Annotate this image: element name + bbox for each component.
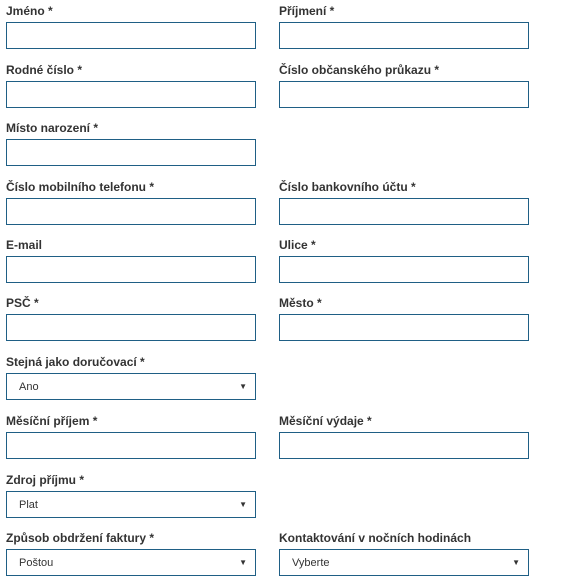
misto-narozeni-field bbox=[6, 121, 256, 135]
mesicni-vydaje-input[interactable] bbox=[279, 432, 529, 459]
chevron-down-icon: ▼ bbox=[239, 382, 247, 391]
zdroj-prijmu-select[interactable] bbox=[6, 491, 256, 518]
email-label: E-mail bbox=[6, 238, 43, 252]
bankovni-ucet-input[interactable] bbox=[279, 198, 529, 225]
kontaktovani-noc-field bbox=[279, 531, 529, 569]
kontaktovani-noc-value: Vyberte bbox=[292, 557, 330, 569]
zpusob-faktury-field bbox=[6, 531, 256, 569]
misto-narozeni-label: Místo narození * bbox=[6, 121, 99, 135]
prijmeni-input[interactable] bbox=[279, 22, 529, 49]
psc-label: PSČ * bbox=[6, 296, 39, 310]
ulice-field bbox=[279, 238, 529, 252]
chevron-down-icon: ▼ bbox=[239, 500, 247, 509]
stejna-jako-dorucovaci-field bbox=[6, 355, 256, 393]
rodne-cislo-field bbox=[6, 63, 256, 77]
zpusob-faktury-label: Způsob obdržení faktury * bbox=[6, 531, 155, 545]
mesicni-prijem-field bbox=[6, 414, 256, 428]
zpusob-faktury-select[interactable] bbox=[6, 549, 256, 576]
misto-narozeni-input[interactable] bbox=[6, 139, 256, 166]
mobil-input[interactable] bbox=[6, 198, 256, 225]
stejna-jako-dorucovaci-label: Stejná jako doručovací * bbox=[6, 355, 145, 369]
cislo-op-field bbox=[279, 63, 529, 77]
kontaktovani-noc-label: Kontaktování v nočních hodinách bbox=[279, 531, 472, 545]
mesto-field bbox=[279, 296, 529, 310]
zpusob-faktury-value: Poštou bbox=[19, 557, 54, 569]
zdroj-prijmu-label: Zdroj příjmu * bbox=[6, 473, 84, 487]
rodne-cislo-input[interactable] bbox=[6, 81, 256, 108]
bankovni-ucet-label: Číslo bankovního účtu * bbox=[279, 180, 416, 194]
mobil-label: Číslo mobilního telefonu * bbox=[6, 180, 154, 194]
mesicni-vydaje-field bbox=[279, 414, 529, 428]
mesto-input[interactable] bbox=[279, 314, 529, 341]
cislo-op-label: Číslo občanského průkazu * bbox=[279, 63, 440, 77]
prijmeni-field bbox=[279, 4, 529, 18]
jmeno-label: Jméno * bbox=[6, 4, 53, 18]
mesicni-vydaje-label: Měsíční výdaje * bbox=[279, 414, 372, 428]
cislo-op-input[interactable] bbox=[279, 81, 529, 108]
psc-input[interactable] bbox=[6, 314, 256, 341]
zdroj-prijmu-field bbox=[6, 473, 256, 511]
ulice-label: Ulice * bbox=[279, 238, 316, 252]
rodne-cislo-label: Rodné číslo * bbox=[6, 63, 83, 77]
stejna-jako-dorucovaci-select[interactable] bbox=[6, 373, 256, 400]
mesicni-prijem-label: Měsíční příjem * bbox=[6, 414, 98, 428]
email-field bbox=[6, 238, 256, 252]
psc-field bbox=[6, 296, 256, 310]
email-input[interactable] bbox=[6, 256, 256, 283]
ulice-input[interactable] bbox=[279, 256, 529, 283]
stejna-jako-dorucovaci-value: Ano bbox=[19, 381, 39, 393]
bankovni-ucet-field bbox=[279, 180, 529, 194]
chevron-down-icon: ▼ bbox=[512, 558, 520, 567]
chevron-down-icon: ▼ bbox=[239, 558, 247, 567]
kontaktovani-noc-select[interactable] bbox=[279, 549, 529, 576]
mesicni-prijem-input[interactable] bbox=[6, 432, 256, 459]
zdroj-prijmu-value: Plat bbox=[19, 499, 38, 511]
mesto-label: Město * bbox=[279, 296, 322, 310]
jmeno-field bbox=[6, 4, 256, 18]
jmeno-input[interactable] bbox=[6, 22, 256, 49]
mobil-field bbox=[6, 180, 256, 194]
prijmeni-label: Příjmení * bbox=[279, 4, 335, 18]
